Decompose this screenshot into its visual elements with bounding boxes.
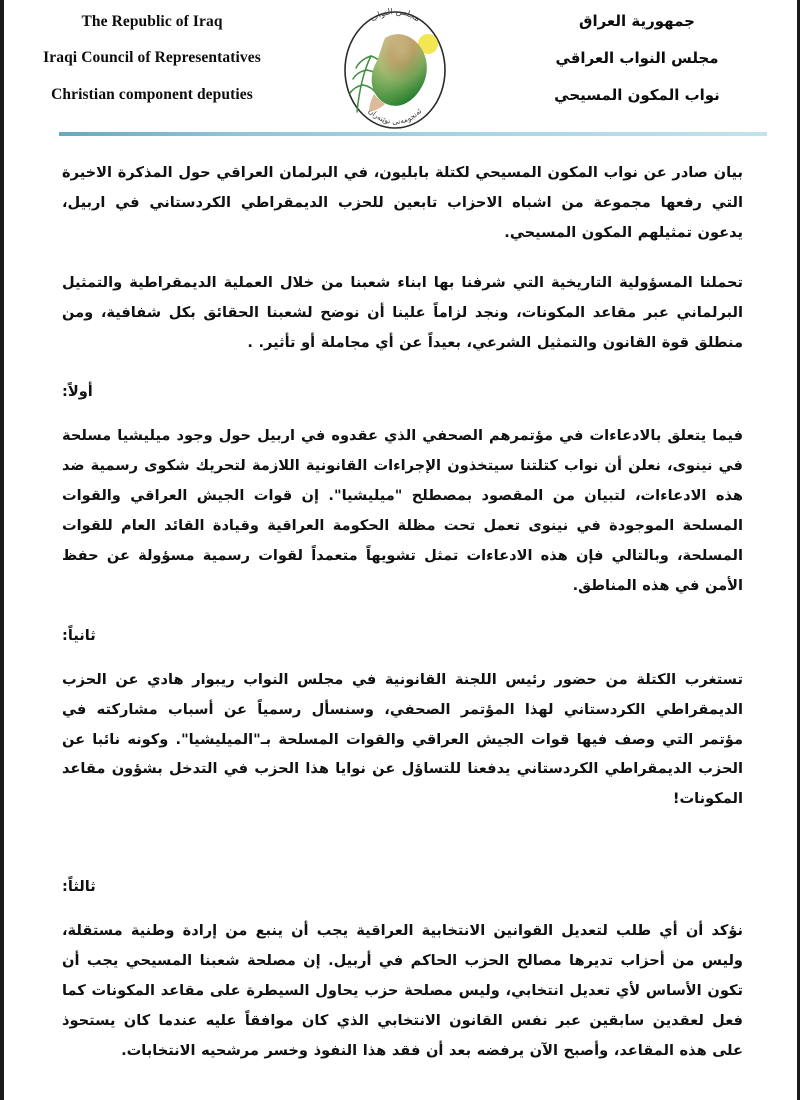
section-heading-second: ثانياً: xyxy=(62,626,96,644)
second-paragraph: تحملنا المسؤولية التاريخية التي شرفنا بها ابناء شعبنا من خلال العملية الديمقراطية والتمثيل البرلماني عبر مقاعد المكونات، ونجد لزاماً علينا أن نوضح لشعبنا الحقائق بكل شفافية، ومن منطلق قوة القانون والتمثيل الشرعي، بعيداً عن أي مجاملة أو تأثير. . xyxy=(62,273,743,351)
section-paragraph-first: فيما يتعلق بالادعاءات في مؤتمرهم الصحفي الذي عقدوه في اربيل حول وجود ميليشيا مسلحة في نينوى، نعلن أن نواب كتلتنا سيتخذون الإجراءات القانونية اللازمة لتحريك شكوى رسمية ضد هذه الادعاءات، لتبيان من المقصود بمصطلح "ميليشيا". إن قوات الجيش العراقي والقوات المسلحة الموجودة في نينوى تعمل تحت مظلة الحكومة العراقية وقيادة القائد العام للقوات المسلحة، وبالتالي فإن هذه الادعاءات تمثل تشويهاً متعمداً لقوات رسمية مسؤولة عن حفظ الأمن في هذه المناطق. xyxy=(62,427,743,594)
seal-bottom-text: ئه‌نجومه‌نی نوێنه‌ران xyxy=(366,106,423,127)
section-spacer xyxy=(62,834,743,868)
letterhead-arabic-line-1: جمهورية العراق xyxy=(579,12,695,30)
section-heading-third: ثالثاً: xyxy=(62,878,96,896)
letterhead-arabic-line-2: مجلس النواب العراقي xyxy=(555,48,719,67)
letterhead-arabic-block xyxy=(503,6,771,103)
letterhead xyxy=(4,0,797,128)
letterhead-english-line-2: Iraqi Council of Representatives xyxy=(43,49,261,67)
section-paragraph-second: تستغرب الكتلة من حضور رئيس اللجنة القانونية في مجلس النواب ريبوار هادي عن الحزب الديمقراطي الكردستاني لهذا المؤتمر الصحفي، وسنسأل رسمياً عن أسباب مشاركته في مؤتمر التي وصف فيها قوات الجيش العراقي والقوات المسلحة بـ"الميليشيا". وكونه نائبا عن الحزب الديمقراطي الكردستاني يدفعنا للتساؤل عن نوايا هذا الحزب في التدخل بشؤون مقاعد المكونات! xyxy=(62,670,743,808)
letterhead-english-line-3: Christian component deputies xyxy=(51,85,253,103)
section-paragraph-third: نؤكد أن أي طلب لتعديل القوانين الانتخابية العراقية يجب أن ينبع من إرادة وطنية مستقلة، وليس من أحزاب تديرها مصالح الحزب الحاكم في أربيل. إن مصلحة شعبنا المسيحي يجب أن تكون الأساس لأي تعديل انتخابي، وليس مصلحة حزب يحاول السيطرة على مقاعد المكونات كما فعل لعقدين سابقين عبر نفس القانون الانتخابي الذي كان موافقاً عليه عندما كان يستحوذ على هذه المقاعد، وأصبح الآن يرفضه بعد أن فقد هذا النفوذ وخسر مرشحيه الانتخابات. xyxy=(62,922,743,1059)
letterhead-arabic-line-3: نواب المكون المسيحي xyxy=(554,85,720,104)
parliament-seal-icon xyxy=(327,8,463,132)
intro-paragraph: بيان صادر عن نواب المكون المسيحي لكتلة بابليون، في البرلمان العراقي حول المذكرة الاخيرة التي رفعها مجموعة من اشباه الاحزاب تابعين للحزب الديمقراطي الكردستاني في اربيل، يدعون تمثيلهم المكون المسيحي. xyxy=(62,164,743,241)
statement-body xyxy=(4,136,797,1066)
letterhead-logo xyxy=(320,6,470,132)
letterhead-english-line-1: The Republic of Iraq xyxy=(81,13,223,30)
section-heading-first: أولاً: xyxy=(62,383,93,401)
letterhead-english-block xyxy=(18,6,286,103)
seal-top-text: مجلس النواب xyxy=(368,8,422,25)
